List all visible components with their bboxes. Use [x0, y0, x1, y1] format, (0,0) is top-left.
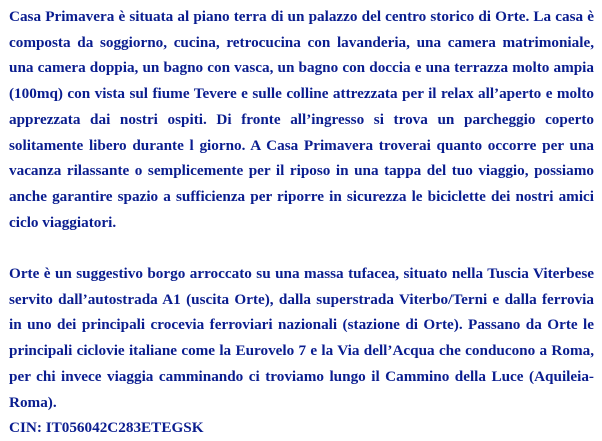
cin-code: CIN: IT056042C283ETEGSK — [9, 419, 204, 437]
description-paragraph: Casa Primavera è situata al piano terra di un palazzo del centro storico di Orte. La casa è composta da soggiorno, cucina, retrocucina con lavanderia, una camera matrimoniale, una camera doppia, un bagno con vasca, un bagno con doccia e una terrazza molto ampia (100mq) con vista sul fiume Tevere e sulle colline attrezzata per il relax all’aperto e molto apprezzata dai nostri ospiti. Di fronte all’ingresso si trova un parcheggio coperto solitamente libero durante l giorno. A Casa Primavera troverai quanto occorre per una vacanza rilassante o semplicemente per il riposo in una tappa del tuo viaggio, possiamo anche garantire spazio a sufficienza per riporre in sicurezza le biciclette dei nostri amici ciclo viaggiatori. — [9, 8, 594, 231]
location-paragraph: Orte è un suggestivo borgo arroccato su una massa tufacea, situato nella Tuscia Viterbese servito dall’autostrada A1 (uscita Orte), dalla superstrada Viterbo/Terni e dalla ferrovia in uno dei principali crocevia ferroviari nazionali (stazione di Orte). Passano da Orte le principali ciclovie italiane come la Eurovelo 7 e la Via dell’Acqua che conducono a Roma, per chi invece viaggia camminando ci troviamo lungo il Cammino della Luce (Aquileia-Roma). — [9, 265, 594, 411]
document-body — [9, 4, 594, 441]
paragraph-spacer — [9, 235, 594, 261]
